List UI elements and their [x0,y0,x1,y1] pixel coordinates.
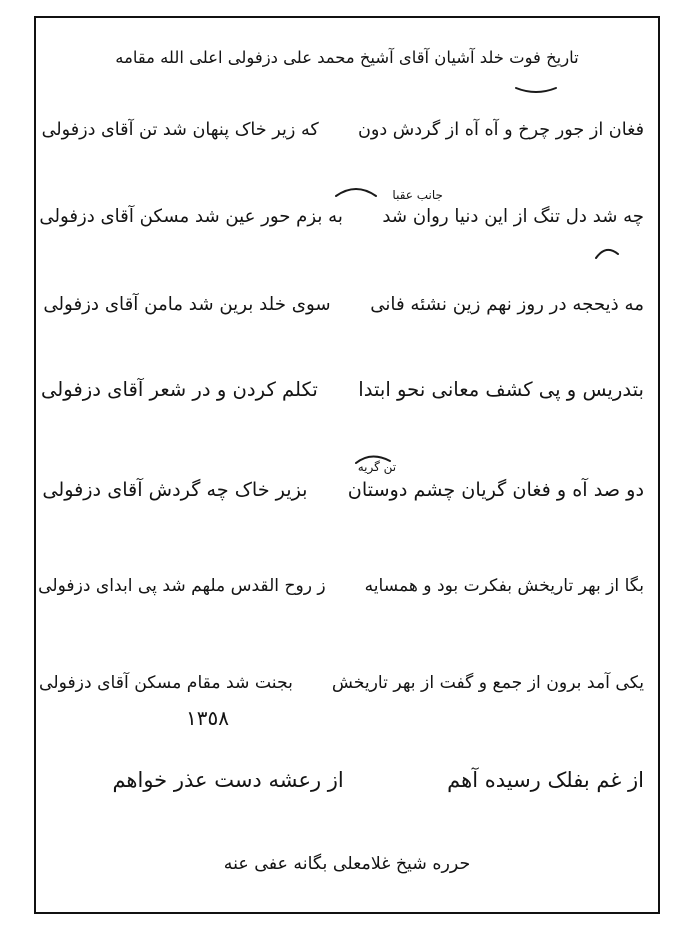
verse-1-left-hemistich: که زیر خاک پنهان شد تن آقای دزفولی [41,120,319,140]
verse-line-1 [42,120,644,140]
verse-6-right-hemistich: بگا از بهر تاریخش بفکرت بود و همسایه [364,576,644,596]
verse-line-7 [39,673,644,693]
verse-5-right-text: دو صد آه و فغان گریان چشم دوستان [347,478,644,501]
verse-line-8 [112,768,644,792]
manuscript-page [34,16,660,914]
verse-4-right-hemistich: بتدریس و پی کشف معانی نحو ابتدا [358,378,644,401]
verse-5-interlinear-note: تن گریه [357,460,397,474]
verse-1-right-hemistich: فغان از جور چرخ و آه آه از گردش دون [357,120,644,140]
kashida-stroke [596,250,618,258]
verse-2-left-hemistich: به بزم حور عین شد مسکن آقای دزفولی [39,206,343,227]
verse-7-right-hemistich: یکی آمد برون از جمع و گفت از بهر تاریخش [331,673,644,693]
verse-2-interlinear-note: جانب عقبا [392,188,443,202]
verse-line-6 [38,576,644,596]
title-flourish [516,88,556,92]
verse-2-right-hemistich [382,188,644,227]
verse-3-right-hemistich: مه ذیحجه در روز نهم زین نشئه فانی [370,294,644,315]
poem-title: تاریخ فوت خلد آشیان آقای آشیخ محمد علی دزفولی اعلی الله مقامه [115,48,579,67]
verse-8-right-hemistich: از غم بفلک رسیده آهم [447,768,644,792]
verse-2-right-text: چه شد دل تنگ از این دنیا روان شد [382,206,644,227]
verse-5-right-hemistich [347,460,644,501]
verse-line-5 [42,460,644,501]
signature-line: حرره شیخ غلامعلی بگانه عفی عنه [223,854,471,874]
verse-3-left-hemistich: سوی خلد برین شد مامن آقای دزفولی [43,294,331,315]
verse-5-left-hemistich: بزیر خاک چه گردش آقای دزفولی [42,478,308,501]
verse-6-left-hemistich: ز روح القدس ملهم شد پی ابدای دزفولی [38,576,326,596]
verse-2-flourish [336,189,376,196]
date-digits: ١٣٥٨ [186,706,229,730]
verse-line-3 [43,294,644,315]
verse-line-2 [39,188,644,227]
verse-4-left-hemistich: تکلم کردن و در شعر آقای دزفولی [40,378,318,401]
verse-7-left-hemistich: بجنت شد مقام مسکن آقای دزفولی [39,673,293,693]
verse-line-4 [41,378,644,401]
verse-8-left-hemistich: از رعشه دست عذر خواهم [112,768,344,792]
